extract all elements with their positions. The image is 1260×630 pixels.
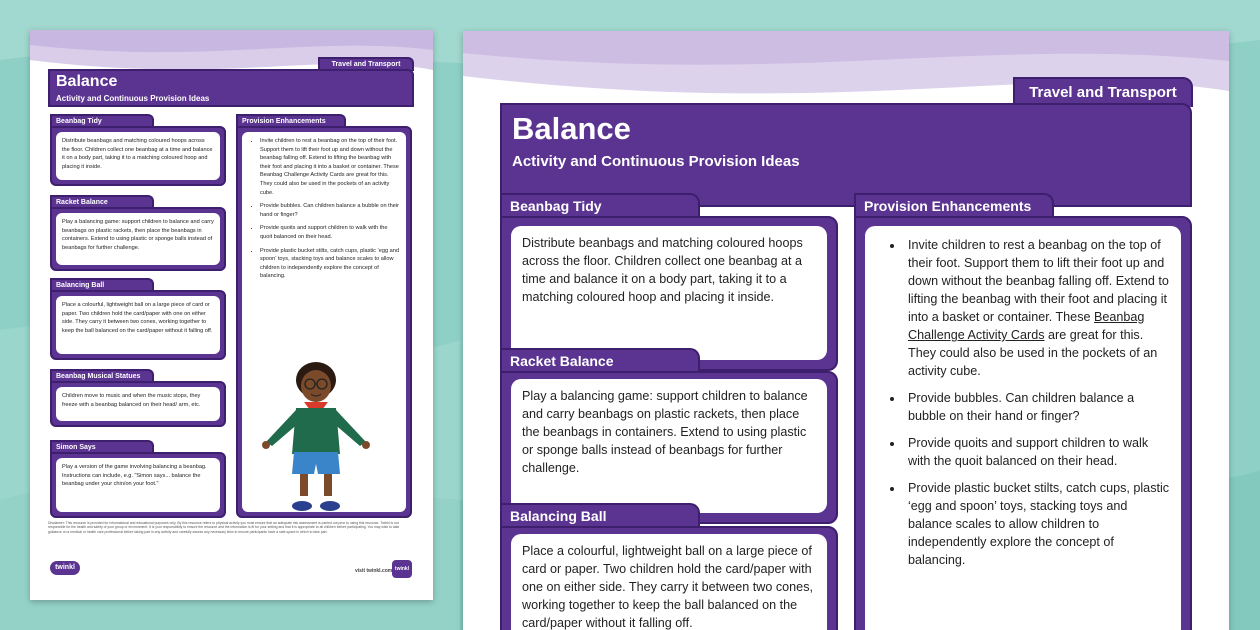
section-text: Play a balancing game: support children to balance and carry beanbags on plastic rackets, then place the beanbags in containers. Extend to using plastic or sponge balls instead of beanbags for further challenge. (56, 213, 220, 265)
section-heading: Beanbag Tidy (500, 193, 700, 218)
page-title: Balance (512, 111, 631, 146)
list-item: • Provide quoits and support children to walk with the quoit balanced on their head. (904, 434, 1170, 470)
topic-tag: Travel and Transport (1013, 77, 1193, 107)
section-heading: Simon Says (50, 440, 154, 453)
page-subtitle: Activity and Continuous Provision Ideas (56, 94, 210, 103)
list-item: • Provide quoits and support children to walk with the quoit balanced on their head. (260, 224, 400, 241)
section-box (50, 207, 226, 271)
topic-tag: Travel and Transport (318, 57, 414, 71)
list-item: • Invite children to rest a beanbag on the top of their foot. Support them to lift their foot up and down without the beanbag falling off. Extend to lifting the beanbag with their foot and placing it into a basket or container. These Beanbag Challenge Activity Cards are great for this. They could also be used in the pockets of an activity cube. (904, 236, 1170, 380)
section-heading: Provision Enhancements (236, 114, 346, 127)
section-text: Play a balancing game: support children to balance and carry beanbags on plastic rackets, then place the beanbags in containers. Extend to using plastic or sponge balls instead of beanbags for further challenge. (511, 379, 827, 513)
enhancement-list (248, 137, 400, 281)
enhancement-list (876, 236, 1170, 569)
twinkl-logo: twinkl (50, 561, 80, 575)
section-box (50, 381, 226, 427)
section-heading: Balancing Ball (500, 503, 700, 528)
list-item: • Provide bubbles. Can children balance a bubble on their hand or finger? (260, 202, 400, 219)
activity-cards-link[interactable]: Beanbag Challenge Activity Cards (260, 172, 345, 179)
section-heading: Provision Enhancements (854, 193, 1054, 218)
list-item: • Provide bubbles. Can children balance a bubble on their hand or finger? (904, 389, 1170, 425)
section-text: Children move to music and when the music stops, they freeze with a beanbag balanced on their head/ arm, etc. (56, 387, 220, 421)
section-text: Distribute beanbags and matching coloured hoops across the floor. Children collect one beanbag at a time and balance it on a body part, taking it to a matching coloured hoop and placing it inside. (511, 226, 827, 360)
page-subtitle: Activity and Continuous Provision Ideas (512, 153, 800, 170)
site-url[interactable]: visit twinkl.com (355, 568, 393, 574)
activity-cards-link[interactable]: Beanbag Challenge Activity Cards (908, 310, 1145, 342)
title-banner (500, 103, 1192, 207)
title-banner (48, 69, 414, 107)
section-text: Place a colourful, lightweight ball on a large piece of card or paper. Two children hold the card/paper with one on either side. They carry it between two cones, working together to keep the ball balanced on the card/paper without it falling off. (56, 296, 220, 354)
section-box (50, 290, 226, 360)
page-title: Balance (56, 73, 118, 90)
section-text: Distribute beanbags and matching coloured hoops across the floor. Children collect one beanbag at a time and balance it on a body part, taking it to a matching coloured hoop and placing it inside. (56, 132, 220, 180)
section-box (50, 452, 226, 518)
section-box (500, 526, 838, 630)
list-item: • Invite children to rest a beanbag on the top of their foot. Support them to lift their foot up and down without the beanbag falling off. Extend to lifting the beanbag with their foot and placing it into a basket or container. These Beanbag Challenge Activity Cards are great for this. They could also be used in the pockets of an activity cube. (260, 137, 400, 197)
section-box (500, 371, 838, 524)
disclaimer-text: Disclaimer: This resource is provided for informational and educational purposes only. By this resource refers to physical activity you must ensure that an adequate risk assessment is carried out prior to using this resource. Twinkl is not responsible for the health and safety of your group or environment. It is your responsibility to ensure the resource and the information is fit for your setting and that it is appropriate to all children before participating. You may wish to take guidance on a medical or health care professional before taking part in any activity and carefully assess any necessary links to ensure participants have a safe space in which to take part. (48, 521, 400, 534)
document-thumbnail (30, 30, 433, 600)
section-box (50, 126, 226, 186)
section-box (854, 216, 1192, 630)
list-item: • Provide plastic bucket stilts, catch cups, plastic ‘egg and spoon’ toys, stacking toys and balance scales to allow children to independently explore the concept of balancing. (904, 479, 1170, 569)
section-heading: Racket Balance (500, 348, 700, 373)
section-text: Place a colourful, lightweight ball on a large piece of card or paper. Two children hold the card/paper with one on either side. They carry it between two cones, working together to keep the ball balanced on the card/paper without it falling off. (511, 534, 827, 630)
section-heading: Balancing Ball (50, 278, 154, 291)
child-illustration (256, 356, 376, 526)
list-item: • Provide plastic bucket stilts, catch cups, plastic ‘egg and spoon’ toys, stacking toys and balance scales to allow children to independently explore the concept of balancing. (260, 247, 400, 281)
section-text (865, 226, 1181, 630)
twinkl-badge-logo: twinkl (392, 560, 412, 578)
section-heading: Racket Balance (50, 195, 154, 208)
section-heading: Beanbag Tidy (50, 114, 154, 127)
section-heading: Beanbag Musical Statues (50, 369, 154, 382)
section-text: Play a version of the game involving balancing a beanbag. Instructions can include, e.g. "Simon says... balance the beanbag under your chin/on your foot." (56, 458, 220, 512)
document-page (463, 31, 1229, 630)
